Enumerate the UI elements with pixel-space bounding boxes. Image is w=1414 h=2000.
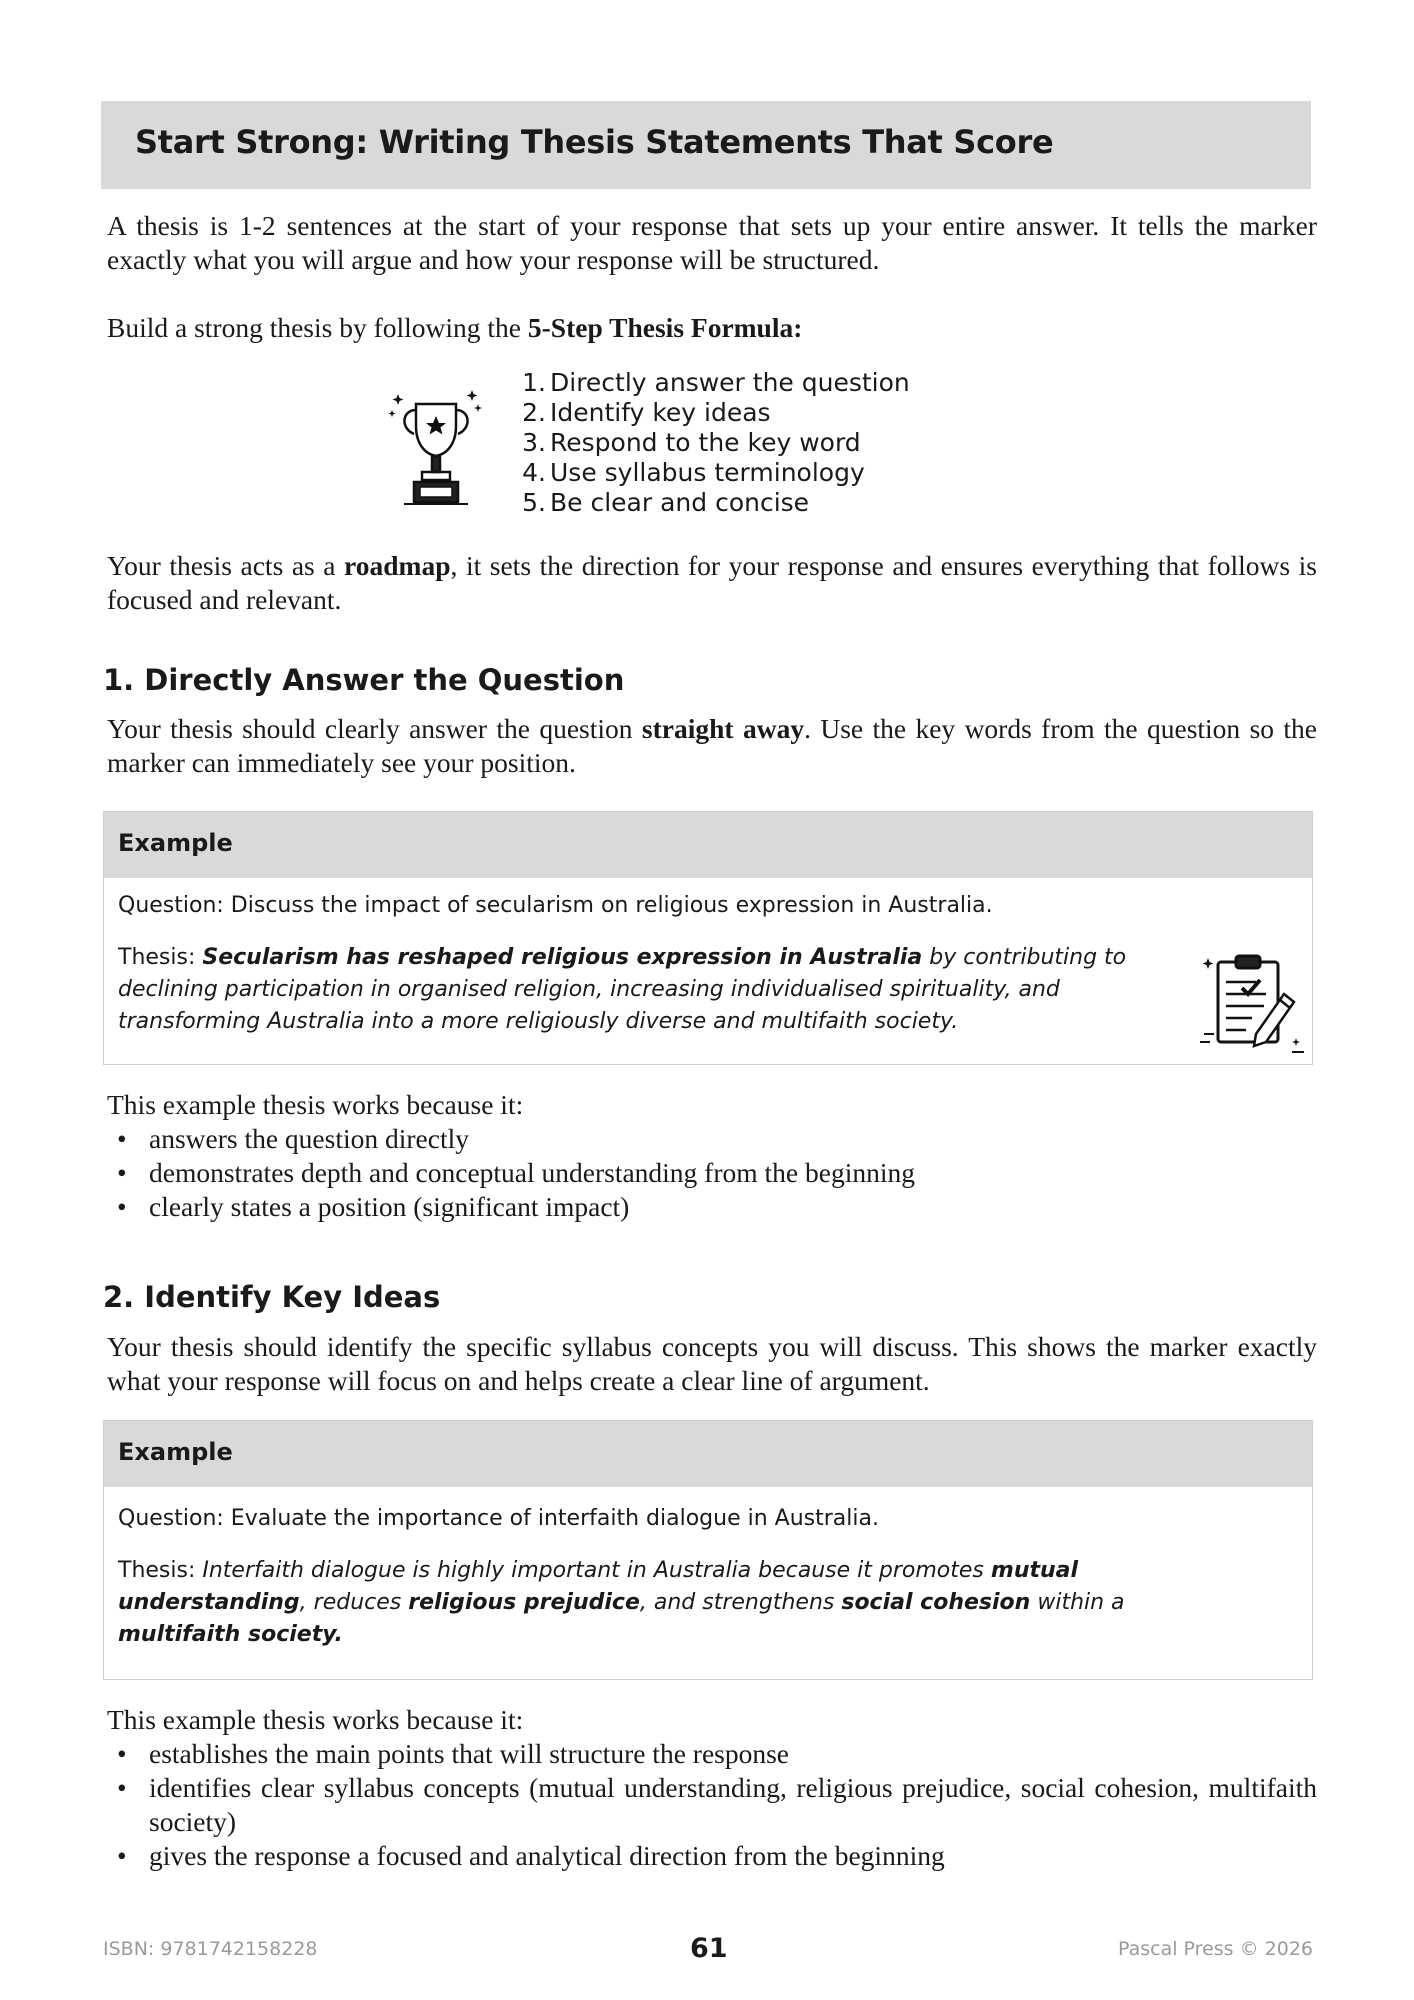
step-text: Be clear and concise	[550, 488, 810, 517]
page-title: Start Strong: Writing Thesis Statements That Score	[135, 123, 1054, 161]
list-item: • establishes the main points that will structure the response	[107, 1737, 1317, 1771]
thesis-label: Thesis:	[118, 1558, 203, 1583]
thesis-text: Interfaith dialogue is highly important in Australia because it promotes	[202, 1558, 991, 1583]
works-intro-1: This example thesis works because it:	[107, 1089, 524, 1120]
example-label: Example	[118, 1438, 233, 1466]
list-item	[518, 488, 910, 518]
step-text: Directly answer the question	[550, 368, 910, 397]
formula-name: 5-Step Thesis Formula:	[527, 312, 803, 343]
step-text: Respond to the key word	[550, 428, 861, 457]
list-item	[518, 368, 910, 398]
thesis-bold: religious prejudice	[408, 1590, 640, 1615]
example-box-1	[103, 811, 1313, 1065]
thesis-bold: multifaith society.	[118, 1622, 343, 1647]
thesis-bold: mutual understanding	[118, 1558, 1079, 1615]
clipboard-pencil-icon	[1196, 948, 1306, 1058]
step-text: Use syllabus terminology	[550, 458, 865, 487]
roadmap-suffix: , it sets the direction for your response and ensures everything that follows is focused and relevant.	[107, 550, 1318, 615]
reasons-list-1	[107, 1122, 1317, 1224]
example-thesis	[118, 942, 1298, 1038]
example-header	[104, 812, 1312, 878]
list-item: • demonstrates depth and conceptual understanding from the beginning	[107, 1156, 1317, 1190]
footer-isbn: ISBN: 9781742158228	[103, 1938, 318, 1960]
step-number: 4.	[522, 458, 546, 487]
section-1-text: Your thesis should clearly answer the question	[107, 713, 642, 744]
example-box-2	[103, 1420, 1313, 1680]
thesis-text: , and strengthens	[639, 1590, 842, 1615]
trophy-icon	[386, 390, 486, 520]
example-question: Question: Evaluate the importance of interfaith dialogue in Australia.	[118, 1506, 879, 1531]
list-item	[518, 458, 910, 488]
example-header	[104, 1421, 1312, 1487]
roadmap-prefix: Your thesis acts as a	[107, 550, 345, 581]
example-body	[104, 1487, 1312, 1651]
list-item: • identifies clear syllabus concepts (mutual understanding, religious prejudice, social cohesion, multifaith society)	[107, 1771, 1317, 1839]
thesis-text: by contributing to declining participation in organised religion, increasing individualised spirituality, and transforming Australia into a more religiously diverse and multifaith society.	[118, 945, 1127, 1034]
thesis-text: , reduces	[299, 1590, 409, 1615]
list-item: • gives the response a focused and analytical direction from the beginning	[107, 1839, 1317, 1873]
section-1-text-rest: . Use the key words from the question so the marker can immediately see your position.	[107, 713, 1317, 778]
section-1-paragraph	[107, 712, 1317, 780]
example-label: Example	[118, 829, 233, 857]
works-intro-2: This example thesis works because it:	[107, 1704, 524, 1735]
list-item: • clearly states a position (significant impact)	[107, 1190, 1317, 1224]
formula-intro	[107, 311, 1317, 345]
list-item	[518, 398, 910, 428]
intro-paragraph: A thesis is 1-2 sentences at the start of your response that sets up your entire answer. It tells the marker exactly what you will argue and how your response will be structured.	[107, 210, 1317, 275]
thesis-bold: social cohesion	[841, 1590, 1031, 1615]
formula-intro-text: Build a strong thesis by following the	[107, 312, 528, 343]
step-number: 5.	[522, 488, 546, 517]
section-2-heading: 2. Identify Key Ideas	[103, 1280, 441, 1314]
step-number: 2.	[522, 398, 546, 427]
section-1-heading: 1. Directly Answer the Question	[103, 663, 625, 697]
step-number: 1.	[522, 368, 546, 397]
footer-publisher: Pascal Press © 2026	[1118, 1938, 1313, 1960]
reasons-list-2	[107, 1737, 1317, 1873]
step-number: 3.	[522, 428, 546, 457]
example-thesis	[118, 1555, 1298, 1651]
section-1-bold: straight away	[641, 713, 805, 744]
section-2-paragraph: Your thesis should identify the specific syllabus concepts you will discuss. This shows the marker exactly what your response will focus on and helps create a clear line of argument.	[107, 1331, 1317, 1396]
list-item: • answers the question directly	[107, 1122, 1317, 1156]
thesis-label: Thesis:	[118, 945, 203, 970]
roadmap-paragraph	[107, 549, 1317, 617]
example-body	[104, 878, 1312, 1038]
thesis-text: within a	[1030, 1590, 1125, 1615]
page-number: 61	[690, 1933, 728, 1964]
thesis-formula-steps	[518, 368, 910, 518]
roadmap-bold: roadmap	[344, 550, 451, 581]
list-item	[518, 428, 910, 458]
title-bar	[101, 101, 1311, 189]
example-question: Question: Discuss the impact of secularism on religious expression in Australia.	[118, 893, 993, 918]
step-text: Identify key ideas	[550, 398, 771, 427]
thesis-bold: Secularism has reshaped religious expression in Australia	[202, 945, 923, 970]
